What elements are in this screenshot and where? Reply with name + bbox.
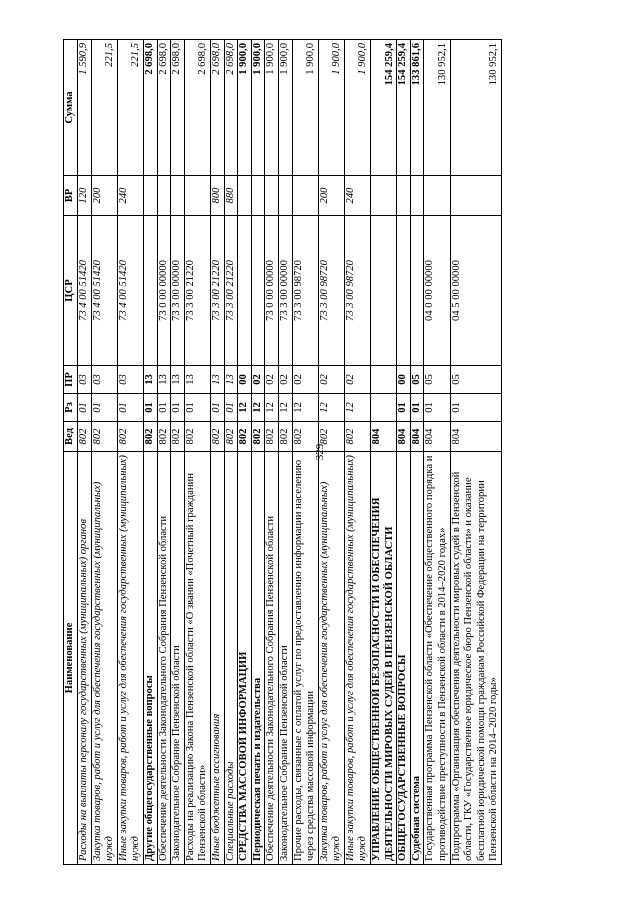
row-csr: 73 3 00 98720: [344, 216, 370, 366]
row-sum: 1 900,0: [318, 40, 344, 176]
row-pr: 02: [292, 366, 318, 394]
row-pr: 03: [117, 366, 143, 394]
row-sum: 133 861,6: [410, 40, 424, 176]
row-ved: 802: [91, 422, 117, 452]
table-row: [78, 40, 92, 865]
table-row: [265, 40, 279, 865]
row-ved: 802: [292, 422, 318, 452]
table-row: [91, 40, 117, 865]
row-name: Обеспечение деятельности Законодательного Собрания Пензенской области: [265, 452, 279, 865]
row-vr: 240: [344, 176, 370, 216]
row-name: ОБЩЕГОСУДАРСТВЕННЫЕ ВОПРОСЫ: [397, 452, 411, 865]
row-sum: 2 698,0: [210, 40, 224, 176]
table-row: [278, 40, 292, 865]
row-pr: 13: [184, 366, 210, 394]
row-rz: 12: [265, 394, 279, 422]
row-name: Периодическая печать и издательства: [251, 452, 265, 865]
row-sum: 130 952,1: [424, 40, 450, 176]
row-name: Расходы на выплаты персоналу государственных (муниципальных) органов: [78, 452, 92, 865]
row-ved: 802: [210, 422, 224, 452]
row-vr: [265, 176, 279, 216]
row-sum: 221,5: [117, 40, 143, 176]
row-pr: 02: [265, 366, 279, 394]
budget-table: [63, 39, 502, 865]
row-name: Законодательное Собрание Пензенской области: [171, 452, 185, 865]
row-rz: 01: [157, 394, 171, 422]
table-row: [184, 40, 210, 865]
row-name: Иные закупки товаров, работ и услуг для обеспечения государственных (муниципальных) нужд: [344, 452, 370, 865]
row-vr: [424, 176, 450, 216]
row-name: Специальные расходы: [224, 452, 238, 865]
row-ved: 804: [397, 422, 411, 452]
row-ved: 802: [278, 422, 292, 452]
row-ved: 804: [424, 422, 450, 452]
table-row: [292, 40, 318, 865]
row-rz: 01: [78, 394, 92, 422]
row-csr: [143, 216, 157, 366]
row-pr: 13: [143, 366, 157, 394]
table-row: [371, 40, 397, 865]
header-name: Наименование: [64, 452, 78, 865]
row-pr: 13: [210, 366, 224, 394]
row-vr: 800: [210, 176, 224, 216]
row-csr: 73 4 00 51420: [117, 216, 143, 366]
row-csr: 73 4 00 51420: [91, 216, 117, 366]
row-pr: 13: [157, 366, 171, 394]
row-rz: 01: [171, 394, 185, 422]
row-pr: 03: [91, 366, 117, 394]
header-vr: ВР: [64, 176, 78, 216]
row-csr: 73 3 00 00000: [278, 216, 292, 366]
row-pr: 02: [251, 366, 265, 394]
row-rz: 01: [397, 394, 411, 422]
row-name: УПРАВЛЕНИЕ ОБЩЕСТВЕННОЙ БЕЗОПАСНОСТИ И ОБЕСПЕЧЕНИЯ ДЕЯТЕЛЬНОСТИ МИРОВЫХ СУДЕЙ В ПЕНЗЕНСКОЙ ОБЛАСТИ: [371, 452, 397, 865]
row-ved: 802: [157, 422, 171, 452]
row-pr: [371, 366, 397, 394]
row-rz: 01: [184, 394, 210, 422]
row-rz: 01: [224, 394, 238, 422]
row-vr: [371, 176, 397, 216]
row-csr: [397, 216, 411, 366]
row-sum: 2 698,0: [184, 40, 210, 176]
row-vr: [410, 176, 424, 216]
row-name: Судебная система: [410, 452, 424, 865]
row-sum: 1 900,0: [238, 40, 252, 176]
row-vr: 200: [91, 176, 117, 216]
row-sum: 130 952,1: [450, 40, 501, 176]
row-csr: 73 0 00 00000: [265, 216, 279, 366]
header-csr: ЦСР: [64, 216, 78, 366]
row-ved: 802: [224, 422, 238, 452]
row-name: Государственная программа Пензенской области «Обеспечение общественного порядка и противодействие преступности в Пензенской области в 2014–2020 годах»: [424, 452, 450, 865]
row-pr: 05: [450, 366, 501, 394]
row-pr: 05: [424, 366, 450, 394]
row-vr: 200: [318, 176, 344, 216]
row-sum: 2 698,0: [224, 40, 238, 176]
row-ved: 802: [265, 422, 279, 452]
row-rz: 01: [143, 394, 157, 422]
row-pr: 00: [238, 366, 252, 394]
row-name: Другие общегосударственные вопросы: [143, 452, 157, 865]
row-vr: [397, 176, 411, 216]
row-rz: 12: [251, 394, 265, 422]
header-rz: Рз: [64, 394, 78, 422]
row-csr: 73 0 00 00000: [157, 216, 171, 366]
row-csr: 73 3 00 98720: [292, 216, 318, 366]
row-rz: 12: [278, 394, 292, 422]
row-sum: 1 900,0: [251, 40, 265, 176]
table-row: [424, 40, 450, 865]
table-row: [143, 40, 157, 865]
row-sum: 2 698,0: [157, 40, 171, 176]
row-name: СРЕДСТВА МАССОВОЙ ИНФОРМАЦИИ: [238, 452, 252, 865]
row-sum: 1 900,0: [292, 40, 318, 176]
row-pr: 02: [344, 366, 370, 394]
row-name: Иные закупки товаров, работ и услуг для обеспечения государственных (муниципальных) нужд: [117, 452, 143, 865]
row-ved: 802: [171, 422, 185, 452]
row-vr: [171, 176, 185, 216]
row-ved: 804: [450, 422, 501, 452]
row-ved: 802: [78, 422, 92, 452]
row-ved: 802: [117, 422, 143, 452]
row-vr: [450, 176, 501, 216]
row-rz: 01: [424, 394, 450, 422]
row-csr: [371, 216, 397, 366]
row-pr: 00: [397, 366, 411, 394]
row-vr: 120: [78, 176, 92, 216]
row-name: Иные бюджетные ассигнования: [210, 452, 224, 865]
row-rz: 12: [292, 394, 318, 422]
row-ved: 804: [410, 422, 424, 452]
row-ved: 802: [184, 422, 210, 452]
row-name: Законодательное Собрание Пензенской области: [278, 452, 292, 865]
row-vr: [238, 176, 252, 216]
row-sum: 1 900,0: [265, 40, 279, 176]
row-sum: 154 259,4: [371, 40, 397, 176]
row-name: Прочие расходы, связанные с оплатой услуг по предоставлению информации населению через средства массовой информации: [292, 452, 318, 865]
row-vr: [278, 176, 292, 216]
row-rz: [371, 394, 397, 422]
table-row: [410, 40, 424, 865]
row-rz: 01: [410, 394, 424, 422]
row-sum: 221,5: [91, 40, 117, 176]
row-rz: 12: [344, 394, 370, 422]
row-ved: 802: [251, 422, 265, 452]
row-pr: 02: [318, 366, 344, 394]
row-csr: 73 3 00 21220: [210, 216, 224, 366]
table-row: [344, 40, 370, 865]
row-ved: 802: [143, 422, 157, 452]
row-pr: 13: [224, 366, 238, 394]
row-vr: 240: [117, 176, 143, 216]
row-vr: [157, 176, 171, 216]
table-row: [251, 40, 265, 865]
header-sum: Сумма: [64, 40, 78, 176]
page-number: 329: [314, 443, 326, 461]
header-ved: Вед: [64, 422, 78, 452]
header-pr: ПР: [64, 366, 78, 394]
row-ved: 804: [371, 422, 397, 452]
row-csr: 73 4 00 51420: [78, 216, 92, 366]
row-sum: 154 259,4: [397, 40, 411, 176]
row-vr: 880: [224, 176, 238, 216]
table-row: [157, 40, 171, 865]
table-row: [238, 40, 252, 865]
row-rz: 01: [210, 394, 224, 422]
row-pr: 05: [410, 366, 424, 394]
row-vr: [184, 176, 210, 216]
row-sum: 2 698,0: [171, 40, 185, 176]
row-ved: 802: [344, 422, 370, 452]
table-header-row: [64, 40, 78, 865]
row-csr: [251, 216, 265, 366]
table-row: [224, 40, 238, 865]
row-csr: 73 3 00 98720: [318, 216, 344, 366]
row-vr: [143, 176, 157, 216]
table-row: [117, 40, 143, 865]
row-pr: 03: [78, 366, 92, 394]
row-vr: [292, 176, 318, 216]
row-csr: 73 3 00 21220: [224, 216, 238, 366]
row-sum: 2 698,0: [143, 40, 157, 176]
table-body: [78, 40, 502, 865]
row-csr: 73 3 00 21220: [184, 216, 210, 366]
row-sum: 1 900,0: [344, 40, 370, 176]
table-row: [450, 40, 501, 865]
row-sum: 1 590,9: [78, 40, 92, 176]
row-csr: [410, 216, 424, 366]
table-row: [171, 40, 185, 865]
row-rz: 01: [117, 394, 143, 422]
row-pr: 13: [171, 366, 185, 394]
row-name: Закупка товаров, работ и услуг для обеспечения государственных (муниципальных) нужд: [91, 452, 117, 865]
row-name: Обеспечение деятельности Законодательного Собрания Пензенской области: [157, 452, 171, 865]
row-csr: 04 0 00 00000: [424, 216, 450, 366]
table-row: [397, 40, 411, 865]
row-vr: [251, 176, 265, 216]
row-rz: 01: [450, 394, 501, 422]
row-csr: 04 5 00 00000: [450, 216, 501, 366]
row-csr: [238, 216, 252, 366]
row-ved: 802: [238, 422, 252, 452]
row-csr: 73 3 00 00000: [171, 216, 185, 366]
row-name: Расходы на реализацию Закона Пензенской области «О звании «Почетный гражданин Пензенской области»: [184, 452, 210, 865]
table-row: [210, 40, 224, 865]
table-row: [318, 40, 344, 865]
budget-table-rotated: [63, 40, 623, 865]
row-rz: 01: [91, 394, 117, 422]
row-rz: 12: [318, 394, 344, 422]
row-ved: 802: [318, 422, 344, 452]
row-name: Закупка товаров, работ и услуг для обеспечения государственных (муниципальных) нужд: [318, 452, 344, 865]
row-rz: 12: [238, 394, 252, 422]
row-pr: 02: [278, 366, 292, 394]
row-name: Подпрограмма «Организация обеспечения деятельности мировых судей в Пензенской области, ГКУ «Государственное юридическое бюро Пензенской области» и оказание бесплатной юридической помощи гражданам Российской Федерации на территории Пензенской области на 2014–2020 годы»: [450, 452, 501, 865]
row-sum: 1 900,0: [278, 40, 292, 176]
